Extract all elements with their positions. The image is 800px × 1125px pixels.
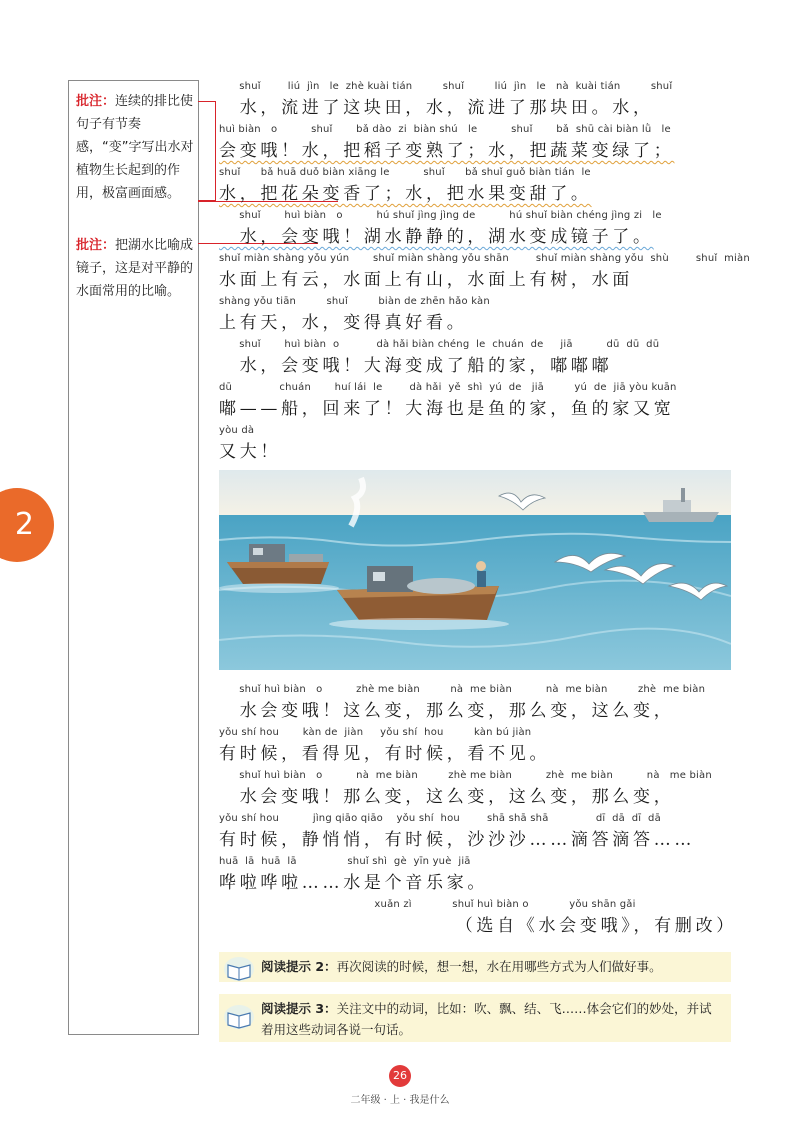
text-line (219, 853, 739, 895)
pinyin: shuǐ huì biàn o zhè me biàn nà me biàn nà me biàn zhè me biàn (219, 684, 706, 695)
hanzi: 水，会变哦！湖水静静的，湖水变成镜子了。 (219, 227, 654, 247)
text-line (219, 681, 739, 723)
sea-illustration-svg (219, 470, 731, 670)
text-line (219, 78, 739, 120)
pinyin: yòu dà (219, 425, 255, 436)
hanzi: 水会变哦！这么变，那么变，那么变，这么变， (219, 701, 675, 721)
text-line (219, 121, 739, 163)
tip-title: 阅读提示 3： (261, 1001, 337, 1016)
reading-tip-2 (219, 952, 731, 982)
sea-illustration (219, 470, 731, 670)
hanzi: 会变哦！水，把稻子变熟了；水，把蔬菜变绿了； (219, 141, 675, 161)
pinyin: yǒu shí hou kàn de jiàn yǒu shí hou kàn bú jiàn (219, 727, 532, 738)
open-book-icon (223, 956, 255, 982)
pinyin: shàng yǒu tiān shuǐ biàn de zhēn hǎo kàn (219, 296, 490, 307)
tip-text: 关注文中的动词，比如：吹、飘、结、飞……体会它们的妙处，并试着用这些动词各说一句话。 (261, 1001, 712, 1037)
annotation-text: 把湖水比喻成镜子，这是对平静的水面常用的比喻。 (76, 238, 194, 299)
text-line (219, 293, 739, 335)
pinyin: huā lā huā lā shuǐ shì gè yīn yuè jiā (219, 856, 471, 867)
annotation-text: 连续的排比使句子有节奏感，“变”字写出水对植物生长起到的作用，极富画面感。 (76, 94, 194, 201)
hanzi: 水面上有云，水面上有山，水面上有树，水面 (219, 270, 633, 290)
text-line (219, 164, 739, 206)
open-book-icon (223, 1004, 255, 1030)
hanzi: 有时候，看得见，有时候，看不见。 (219, 744, 551, 764)
hanzi: 哗啦哗啦……水是个音乐家。 (219, 873, 489, 893)
page-number: 26 (389, 1065, 411, 1087)
text-line (219, 767, 739, 809)
text-line (219, 336, 739, 378)
annotation-note-1 (76, 90, 198, 205)
reading-tip-3 (219, 994, 731, 1042)
text-line (219, 724, 739, 766)
hanzi: 有时候，静悄悄，有时候，沙沙沙……滴答滴答…… (219, 830, 696, 850)
page-footer: 二年级 · 上 · 我是什么 (350, 1095, 450, 1106)
text-line (219, 810, 739, 852)
pinyin: shuǐ miàn shàng yǒu yún shuǐ miàn shàng yǒu shān shuǐ miàn shàng yǒu shù shuǐ miàn (219, 253, 750, 264)
pinyin: xuǎn zì shuǐ huì biàn o yǒu shān gǎi (219, 899, 636, 910)
pinyin: shuǐ huì biàn o nà me biàn zhè me biàn zhè me biàn nà me biàn (219, 770, 712, 781)
annotation-note-2 (76, 234, 198, 303)
hanzi: 又大！ (219, 442, 282, 462)
pinyin: shuǐ liú jìn le zhè kuài tián shuǐ liú jìn le nà kuài tián shuǐ (219, 81, 673, 92)
hanzi: 水，把花朵变香了；水，把水果变甜了。 (219, 184, 592, 204)
pinyin: shuǐ huì biàn o dà hǎi biàn chéng le chuán de jiā dū dū dū (219, 339, 660, 350)
annotation-tag: 批注： (76, 94, 116, 109)
pinyin: yǒu shí hou jìng qiāo qiāo yǒu shí hou shā shā shā dī dā dī dā (219, 813, 661, 824)
chapter-marker: 2 (0, 488, 54, 562)
text-line (219, 422, 739, 464)
pinyin: shuǐ bǎ huā duǒ biàn xiāng le shuǐ bǎ shuǐ guǒ biàn tián le (219, 167, 591, 178)
text-line (219, 379, 739, 421)
source-citation: （选自《水会变哦》，有删改） (455, 916, 737, 936)
annotation-brace (198, 101, 216, 201)
pinyin: huì biàn o shuǐ bǎ dào zi biàn shú le shuǐ bǎ shū cài biàn lǜ le (219, 124, 671, 135)
hanzi: 上有天，水，变得真好看。 (219, 313, 468, 333)
hanzi: 水，会变哦！大海变成了船的家，嘟嘟嘟 (219, 356, 613, 376)
pinyin: dū chuán huí lái le dà hǎi yě shì yú de jiā yú de jiā yòu kuān (219, 382, 677, 393)
annotation-tag: 批注： (76, 238, 116, 253)
annotation-column (68, 80, 199, 1035)
source-line (219, 896, 739, 938)
text-line (219, 207, 739, 249)
pinyin: shuǐ huì biàn o hú shuǐ jìng jìng de hú shuǐ biàn chéng jìng zi le (219, 210, 662, 221)
tip-text: 再次阅读的时候，想一想，水在用哪些方式为人们做好事。 (336, 959, 662, 974)
text-line (219, 250, 750, 292)
tip-title: 阅读提示 2： (261, 959, 337, 974)
hanzi: 嘟——船，回来了！大海也是鱼的家，鱼的家又宽 (219, 399, 675, 419)
hanzi: 水，流进了这块田，水，流进了那块田。水， (219, 98, 654, 118)
hanzi: 水会变哦！那么变，这么变，这么变，那么变， (219, 787, 675, 807)
